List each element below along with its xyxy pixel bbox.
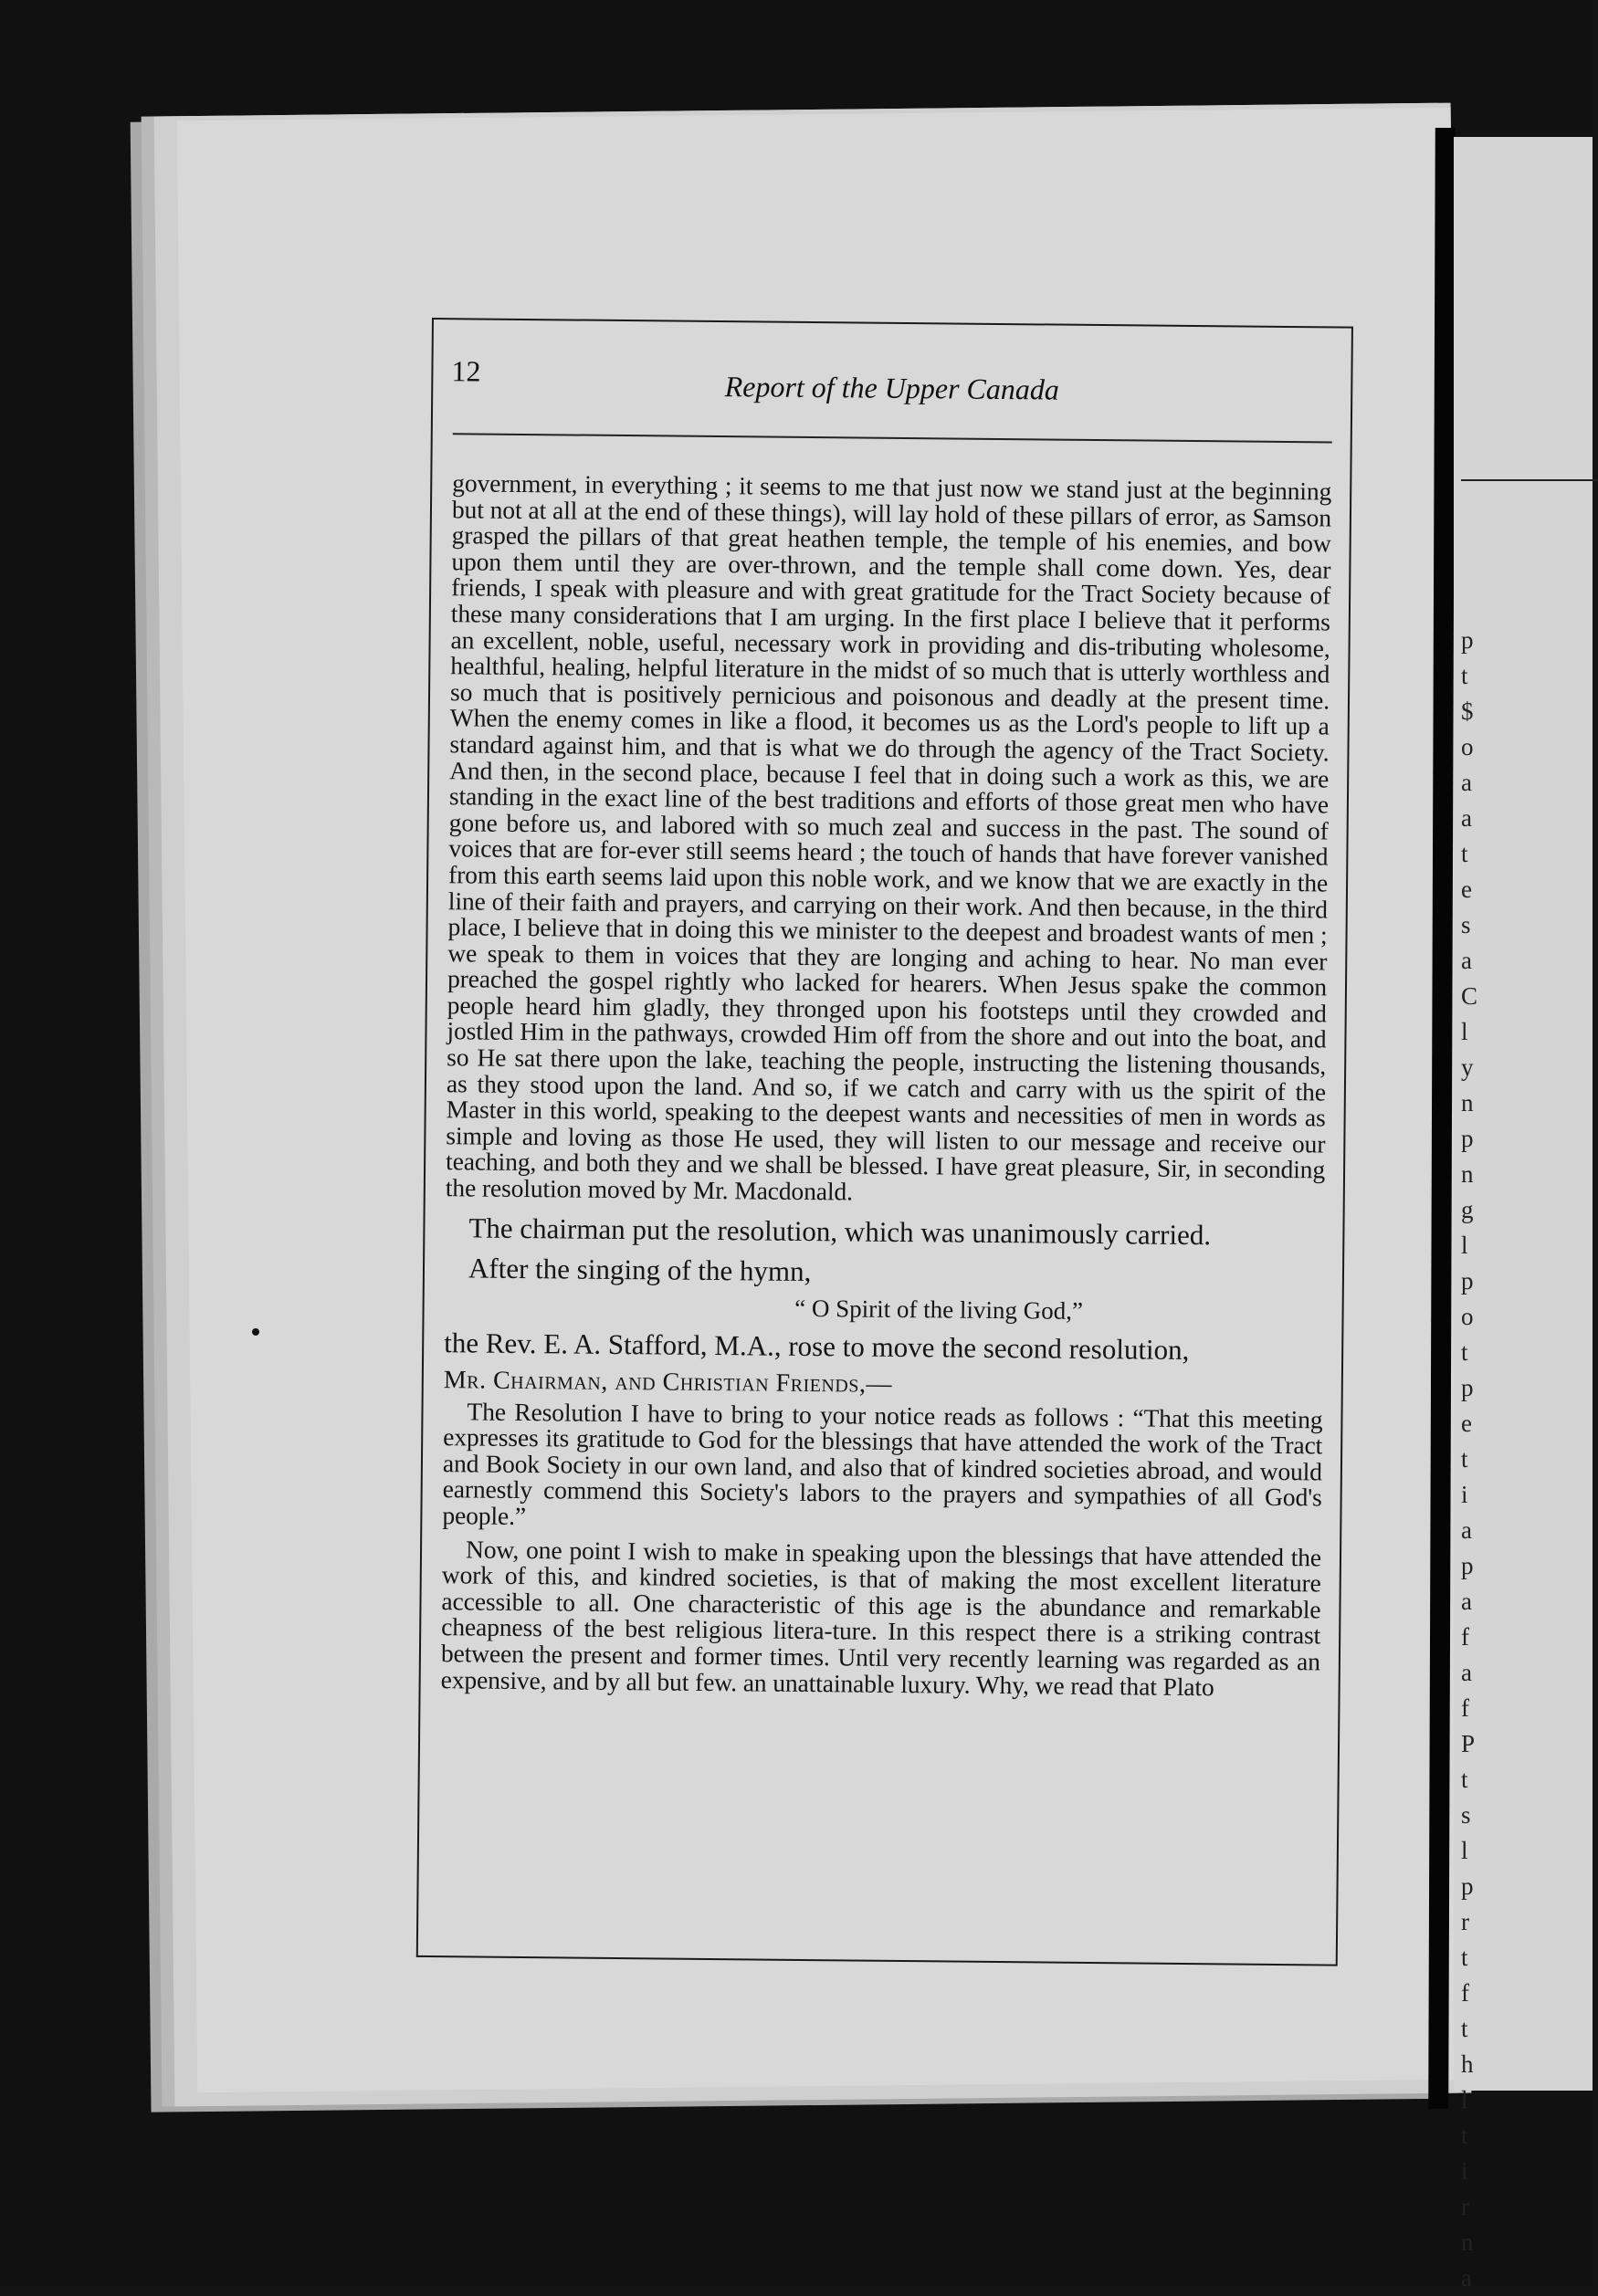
- facing-page-fragment-line: P: [1461, 1730, 1476, 1757]
- body-text: [441, 470, 1332, 1701]
- facing-page-fragment-line: o: [1461, 1303, 1474, 1330]
- facing-page-fragment-line: t: [1461, 840, 1468, 867]
- facing-page-fragment-line: a: [1461, 1588, 1472, 1615]
- facing-page-fragment-line: a: [1461, 804, 1472, 832]
- facing-page-fragment-line: t: [1461, 662, 1468, 689]
- facing-page-fragment-line: i: [1461, 1481, 1468, 1508]
- facing-page-fragment: [1454, 137, 1593, 2291]
- paragraph-speech-continued: government, in everything ; it seems to me that just now we stand just at the beginning but not at all at the end of these things), will lay hold of these pillars of error, as Samson grasped the pillars of that great heathen temple, the temple of his enemies, and bow upon them until they are over-thrown, and the temple shall come down. Yes, dear friends, I speak with pleasure and with great gratitude for the Tract Society because of these many considerations that I am urging. In the first place I believe that it performs an excellent, noble, useful, necessary work in providing and dis-tributing wholesome, healthful, healing, helpful literature in the midst of so much that is utterly worthless and so much that is positively pernicious and poisonous and deadly at the present time. When the enemy comes in like a flood, it becomes us as the Lord's people to lift up a standard against him, and that is what we do through the agency of the Tract Society. And then, in the second place, because I feel that in doing such a work as this, we are standing in the exact line of the best traditions and efforts of those great men who have gone before us, and labored with so much zeal and success in the past. The sound of voices that are for-ever still seems heard ; the touch of hands that have forever vanished from this earth seems laid upon this noble work, and we know that we are exactly in the line of their faith and prayers, and carrying on their work. And then because, in the third place, I believe that in doing this we minister to the deepest and broadest wants of men ; we speak to them in voices that they are longing and aching to hear. No man ever preached the gospel rightly who lacked for hearers. When Jesus spake the common people heard him gladly, they thronged upon his footsteps until they crowded and jostled Him in the pathways, crowded Him off from the shore and out into the boat, and so He sat there upon the lake, teaching the people, instructing the listening thousands, as they stood upon the land. And so, if we catch and carry with us the spirit of the Master in this world, speaking to the deepest wants and necessities of men in words as simple and loving as those He used, they will listen to our message and receive our teaching, and both they and we shall be blessed. I have great pleasure, Sir, in seconding the resolution moved by Mr. Macdonald.: [445, 468, 1332, 1206]
- facing-page-fragment-line: p: [1461, 1125, 1474, 1152]
- facing-page-fragment-line: n: [1461, 2228, 1474, 2256]
- facing-page-fragment-line: t: [1461, 1338, 1468, 1366]
- paragraph-literature: Now, one point I wish to make in speaking upon the blessings that have attended the work of this, and kindred societies, is that of making the most excellent literature accessible to all. One characteristic of this age is the abundance and remarkable cheapness of the best religious litera-ture. In this respect there is a striking contrast between the present and former times. Until very recently learning was regarded as an expensive, and by all but few. an unattainable luxury. Why, we read that Plato: [440, 1535, 1322, 1701]
- facing-page-fragment-line: n: [1461, 1089, 1474, 1117]
- facing-page-fragment-line: p: [1461, 1374, 1474, 1401]
- facing-page-fragment-line: l: [1461, 1837, 1468, 1864]
- paragraph-chairman: The chairman put the resolution, which was unanimously carried.: [468, 1211, 1212, 1251]
- text-frame: [416, 318, 1353, 1966]
- facing-page-fragment-line: t: [1461, 2015, 1468, 2042]
- facing-page-fragment-line: f: [1461, 1979, 1469, 2007]
- facing-page-fragment-line: a: [1461, 1659, 1472, 1686]
- paragraph-stafford: the Rev. E. A. Stafford, M.A., rose to move the second resolution,: [444, 1326, 1190, 1366]
- facing-page-fragment-line: a: [1461, 1516, 1472, 1544]
- header-rule: [453, 433, 1332, 443]
- ink-spot: [252, 1328, 259, 1336]
- page-number: 12: [451, 354, 481, 388]
- facing-page-fragment-line: a: [1461, 769, 1472, 796]
- facing-page-fragment-line: g: [1461, 1196, 1474, 1223]
- facing-page-fragment-line: e: [1461, 1410, 1472, 1437]
- facing-page-fragment-line: y: [1461, 1054, 1474, 1081]
- facing-page-fragment-line: e: [1461, 875, 1472, 903]
- facing-page-fragment-line: s: [1461, 1801, 1471, 1829]
- facing-page-fragment-line: a: [1461, 2264, 1472, 2291]
- facing-page-fragment-line: l: [1461, 1232, 1468, 1259]
- salutation: Mr. Chairman, and Christian Friends,—: [443, 1365, 893, 1399]
- facing-page-fragment-line: t: [1461, 1766, 1468, 1793]
- facing-page-fragment-line: f: [1461, 1694, 1469, 1722]
- facing-page-fragment-line: s: [1461, 911, 1471, 938]
- facing-page-fragment-line: $: [1461, 697, 1474, 725]
- facing-page-fragment-line: t: [1461, 2122, 1468, 2149]
- facing-page-fragment-line: t: [1461, 1445, 1468, 1473]
- facing-page-fragment-line: h: [1461, 2050, 1474, 2078]
- hymn-title: “ O Spirit of the living God,”: [794, 1294, 1084, 1325]
- facing-page-fragment-line: a: [1461, 947, 1472, 974]
- running-head: Report of the Upper Canada: [724, 370, 1060, 406]
- facing-page-fragment-line: p: [1461, 1872, 1474, 1900]
- facing-page-fragment-line: t: [1461, 1944, 1468, 1971]
- facing-page-fragment-line: r: [1461, 1908, 1469, 1935]
- facing-page-fragment-line: p: [1461, 626, 1474, 654]
- facing-page-fragment-line: l: [1461, 1018, 1468, 1045]
- facing-page-fragment-line: p: [1461, 1552, 1474, 1579]
- facing-page-text-column: [1461, 479, 1598, 2296]
- facing-page-fragment-line: l: [1461, 2086, 1468, 2113]
- facing-page-fragment-line: r: [1461, 2193, 1469, 2220]
- facing-page-fragment-line: i: [1461, 2157, 1468, 2185]
- paragraph-resolution: The Resolution I have to bring to your notice reads as follows : “That this meeting expresses its gratitude to God for the blessings that have attended the work of the Tract and Book Society in our own land, and also that of kindred societies abroad, and would earnestly commend this Society's labors to the prayers and sympathies of all God's people.”: [442, 1397, 1323, 1531]
- facing-page-fragment-line: f: [1461, 1623, 1469, 1651]
- ink-spot: [585, 2169, 593, 2176]
- facing-page-fragment-line: C: [1461, 982, 1478, 1010]
- facing-page-fragment-line: o: [1461, 733, 1474, 760]
- facing-page-fragment-line: n: [1461, 1160, 1474, 1188]
- facing-page-fragment-line: p: [1461, 1267, 1474, 1295]
- paragraph-hymn-intro: After the singing of the hymn,: [468, 1252, 812, 1287]
